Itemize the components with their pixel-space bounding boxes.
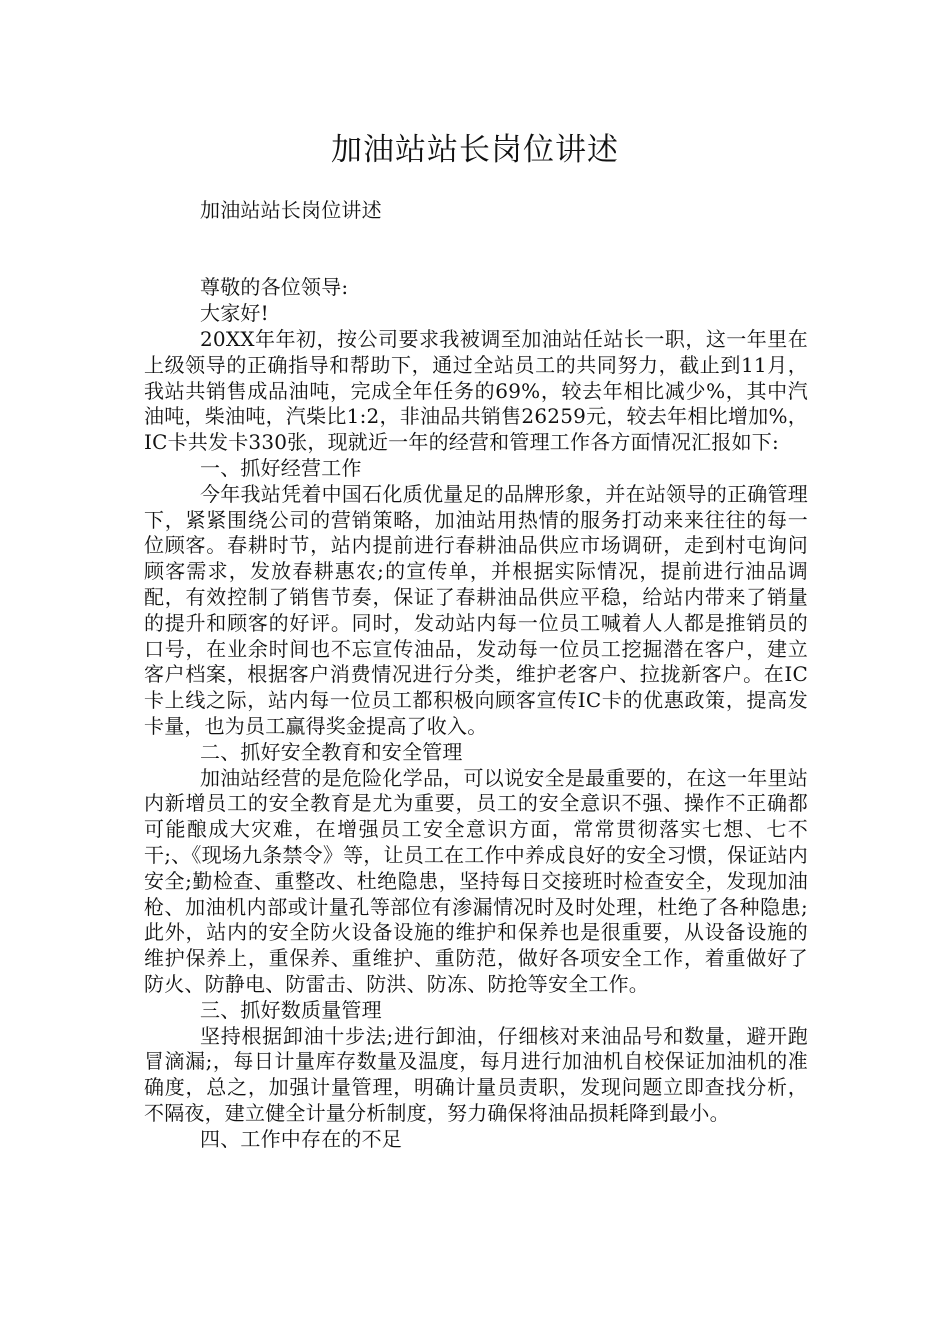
document-body <box>144 198 808 1152</box>
paragraph-intro: 20XX年年初，按公司要求我被调至加油站任站长一职，这一年里在上级领导的正确指导和帮助下，通过全站员工的共同努力，截止到11月，我站共销售成品油吨，完成全年任务的69%，较去年相比减少%，其中汽油吨，柴油吨，汽柴比1:2，非油品共销售26259元，较去年相比增加%，IC卡共发卡330张，现就近一年的经营和管理工作各方面情况汇报如下: <box>144 326 808 455</box>
paragraph-section-3: 坚持根据卸油十步法;进行卸油，仔细核对来油品号和数量，避开跑冒滴漏;，每日计量库存数量及温度，每月进行加油机自校保证加油机的准确度，总之，加强计量管理，明确计量员责职，发现问题立即查找分析，不隔夜，建立健全计量分析制度，努力确保将油品损耗降到最小。 <box>144 1023 808 1125</box>
paragraph-section-1: 今年我站凭着中国石化质优量足的品牌形象，并在站领导的正确管理下，紧紧围绕公司的营销策略，加油站用热情的服务打动来来往往的每一位顾客。春耕时节，站内提前进行春耕油品供应市场调研，走到村屯询问顾客需求，发放春耕惠农;的宣传单，并根据实际情况，提前进行油品调配，有效控制了销售节奏，保证了春耕油品供应平稳，给站内带来了销量的提升和顾客的好评。同时，发动站内每一位员工喊着人人都是推销员的口号，在业余时间也不忘宣传油品，发动每一位员工挖掘潜在客户，建立客户档案，根据客户消费情况进行分类，维护老客户、拉拢新客户。在IC卡上线之际，站内每一位员工都积极向顾客宣传IC卡的优惠政策，提高发卡量，也为员工赢得奖金提高了收入。 <box>144 481 808 738</box>
salutation: 尊敬的各位领导: <box>200 275 349 300</box>
section-heading-3: 三、抓好数质量管理 <box>200 997 382 1022</box>
section-heading-4: 四、工作中存在的不足 <box>200 1126 402 1151</box>
greeting: 大家好! <box>200 301 269 326</box>
document-subtitle: 加油站站长岗位讲述 <box>200 198 382 222</box>
section-heading-1: 一、抓好经营工作 <box>200 455 362 480</box>
paragraph-section-2: 加油站经营的是危险化学品，可以说安全是最重要的，在这一年里站内新增员工的安全教育是尤为重要，员工的安全意识不强、操作不正确都可能酿成大灾难，在增强员工安全意识方面，常常贯彻落实七想、七不干;、《现场九条禁令》等，让员工在工作中养成良好的安全习惯，保证站内安全;勤检查、重整改、杜绝隐患，坚持每日交接班时检查安全，发现加油枪、加油机内部或计量孔等部位有渗漏情况时及时处理，杜绝了各种隐患;此外，站内的安全防火设备设施的维护和保养也是很重要，从设备设施的维护保养上，重保养、重维护、重防范，做好各项安全工作，着重做好了防火、防静电、防雷击、防洪、防冻、防抢等安全工作。 <box>144 765 808 996</box>
section-heading-2: 二、抓好安全教育和安全管理 <box>200 739 463 764</box>
document-title: 加油站站长岗位讲述 <box>331 132 619 168</box>
